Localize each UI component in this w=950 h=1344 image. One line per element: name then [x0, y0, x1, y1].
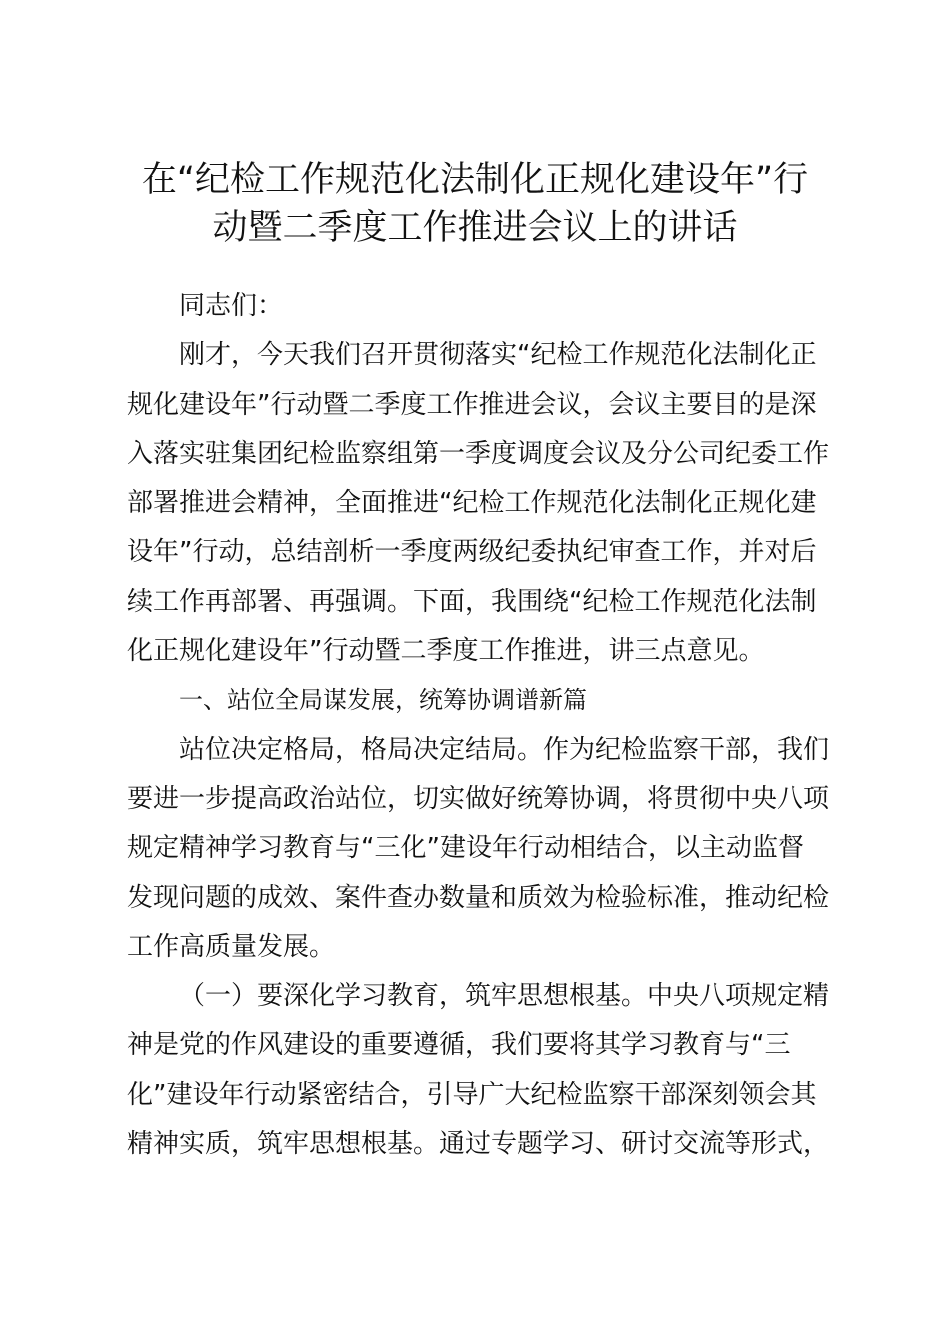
- section-heading: 一、站位全局谋发展，统筹协调谱新篇: [179, 686, 587, 715]
- paragraph-line: 站位决定格局，格局决定结局。作为纪检监察干部，我们: [179, 734, 830, 765]
- salutation: 同志们：: [179, 291, 284, 321]
- document-body: [127, 282, 832, 1169]
- title-line-1: 在“纪检工作规范化法制化正规化建设年”行: [141, 160, 809, 200]
- paragraph-line: 入落实驻集团纪检监察组第一季度调度会议及分公司纪委工作: [127, 438, 830, 469]
- paragraph-line: 化正规化建设年”行动暨二季度工作推进，讲三点意见。: [127, 636, 765, 667]
- paragraph-line: 刚才，今天我们召开贯彻落实“纪检工作规范化法制化正: [179, 340, 817, 371]
- paragraph-line: 规化建设年”行动暨二季度工作推进会议，会议主要目的是深: [127, 389, 817, 420]
- paragraph-line: （一）要深化学习教育，筑牢思想根基。中央八项规定精: [179, 981, 830, 1012]
- paragraph-line: 续工作再部署、再强调。下面，我围绕“纪检工作规范化法制: [127, 586, 817, 617]
- title-line-2: 动暨二季度工作推进会议上的讲话: [212, 208, 738, 248]
- paragraph-line: 工作高质量发展。: [127, 931, 336, 962]
- paragraph-line: 部署推进会精神，全面推进“纪检工作规范化法制化正规化建: [127, 488, 817, 519]
- paragraph-line: 精神实质，筑牢思想根基。通过专题学习、研讨交流等形式，: [127, 1129, 830, 1160]
- paragraph-line: 发现问题的成效、案件查办数量和质效为检验标准，推动纪检: [127, 882, 830, 913]
- paragraph-line: 设年”行动，总结剖析一季度两级纪委执纪审查工作，并对后: [127, 537, 817, 568]
- paragraph-line: 神是党的作风建设的重要遵循，我们要将其学习教育与“三: [127, 1030, 791, 1061]
- paragraph-line: 规定精神学习教育与“三化”建设年行动相结合，以主动监督: [127, 833, 804, 864]
- document-title: [110, 156, 840, 252]
- paragraph-line: 化”建设年行动紧密结合，引导广大纪检监察干部深刻领会其: [127, 1079, 817, 1110]
- paragraph-line: 要进一步提高政治站位，切实做好统筹协调，将贯彻中央八项: [127, 783, 830, 814]
